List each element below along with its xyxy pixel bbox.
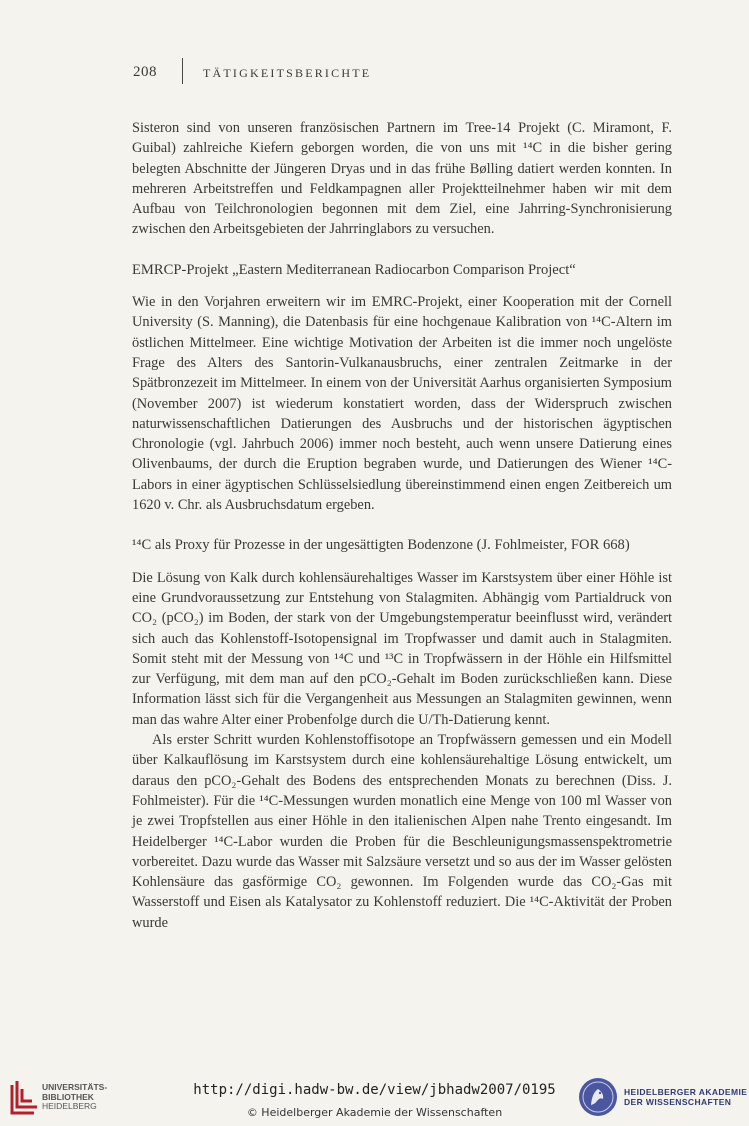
header-divider [182, 58, 183, 84]
section-heading: ¹⁴C als Proxy für Prozesse in der ungesättigten Bodenzone (J. Fohlmeister, FOR 668) [132, 537, 630, 554]
running-title: TÄTIGKEITSBERICHTE [203, 66, 372, 80]
footer-bar [0, 1070, 749, 1126]
paragraph: Als erster Schritt wurden Kohlenstoffisotope an Tropfwässern gemessen und ein Modell über Kalkauflösung im Karstsystem durch eine kohlensäurehaltige Lösung entwickelt, um daraus den pCO₂-Gehalt des Bodens des entsprechenden Monats zu berechnen (Diss. J. Fohlmeister). Für die ¹⁴C-Messungen wurden monatlich eine Menge von 100 ml Wasser von je zwei Tropfstellen aus einer Höhle in den italienischen Alpen nahe Trento eingesandt. Im Heidelberger ¹⁴C-Labor wurden die Proben für die Beschleunigungsmassenspektrometrie vorbereitet. Dazu wurde das Wasser mit Salzsäure versetzt und so aus der im Wasser gelösten Kohlensäure das gasförmige CO₂ gewonnen. Im Folgenden wurde das CO₂-Gas mit Wasserstoff und Eisen als Katalysator zu Kohlenstoff reduziert. Die ¹⁴C-Aktivität der Proben wurde [132, 732, 672, 931]
paragraph: Die Lösung von Kalk durch kohlensäurehaltiges Wasser im Karstsystem über einer Höhle ist eine Grundvoraussetzung zur Entstehung von Stalagmiten. Abhängig vom Partialdruck von CO₂ (pCO₂) im Boden, der stark von der Umgebungstemperatur beeinflusst wird, verändert sich auch das Kohlenstoff-Isotopensignal im Tropfwasser und damit auch in Stalagmiten. Somit steht mit der Messung von ¹⁴C und ¹³C in Tropfwässern in der Höhle ein Hilfsmittel zur Verfügung, mit dem man auf den pCO₂-Gehalt im Boden zurückschließen kann. Diese Information lässt sich für die Vergangenheit aus Messungen an Stalagmiten gewinnen, wenn man das wahre Alter einer Probenfolge durch die U/Th-Datierung kennt. [132, 569, 672, 728]
page-body [132, 118, 672, 933]
section-heading: EMRCP-Projekt „Eastern Mediterranean Radiocarbon Comparison Project“ [132, 261, 576, 278]
paragraph: Wie in den Vorjahren erweitern wir im EMRC-Projekt, einer Kooperation mit der Cornell University (S. Manning), die Datenbasis für eine hochgenaue Kalibration von ¹⁴C-Altern im östlichen Mittelmeer. Eine wichtige Motivation der Arbeiten ist die immer noch ungelöste Frage des Alters des Santorin-Vulkanausbruchs, einer zentralen Zeitmarke in der Spätbronzezeit im Mittelmeer. In einem von der Universität Aarhus organisierten Symposium (November 2007) ist wiederum konstatiert worden, dass der Widerspruch zwischen naturwissenschaftlichen Datierungen des Ausbruchs und der historischen ägyptischen Chronologie (vgl. Jahrbuch 2006) immer noch besteht, auch wenn unsere Datierung eines Olivenbaums, der durch die Eruption begraben wurde, und Datierungen des Wiener ¹⁴C-Labors in einer ägyptischen Schlüsselsiedlung übereinstimmend einen engen Zeitbereich um 1620 v. Chr. als Ausbruchsdatum ergeben. [132, 294, 672, 514]
copyright-notice: © Heidelberger Akademie der Wissenschaften [246, 1106, 503, 1119]
permalink-url[interactable]: http://digi.hadw-bw.de/view/jbhadw2007/0195 [193, 1082, 556, 1098]
page-number: 208 [133, 64, 157, 80]
academy-seal-icon[interactable] [578, 1077, 618, 1117]
paragraph: Sisteron sind von unseren französischen Partnern im Tree-14 Projekt (C. Miramont, F. Guibal) zahlreiche Kiefern geborgen worden, die von uns mit ¹⁴C in die bisher gering belegten Abschnitte der Jüngeren Dryas und in das frühe Bølling datiert werden konnten. In mehreren Arbeitstreffen und Feldkampagnen aller Projektteilnehmer haben wir mit dem Aufbau von Teilchronologien begonnen mit dem Ziel, eine Jahrring-Synchronisierung zwischen den Arbeitsgebieten der Jahrringlabors zu versuchen. [132, 120, 672, 238]
academy-name: HEIDELBERGER AKADEMIE DER WISSENSCHAFTEN [624, 1087, 748, 1107]
university-library-name: UNIVERSITÄTS- BIBLIOTHEK HEIDELBERG [42, 1082, 108, 1111]
